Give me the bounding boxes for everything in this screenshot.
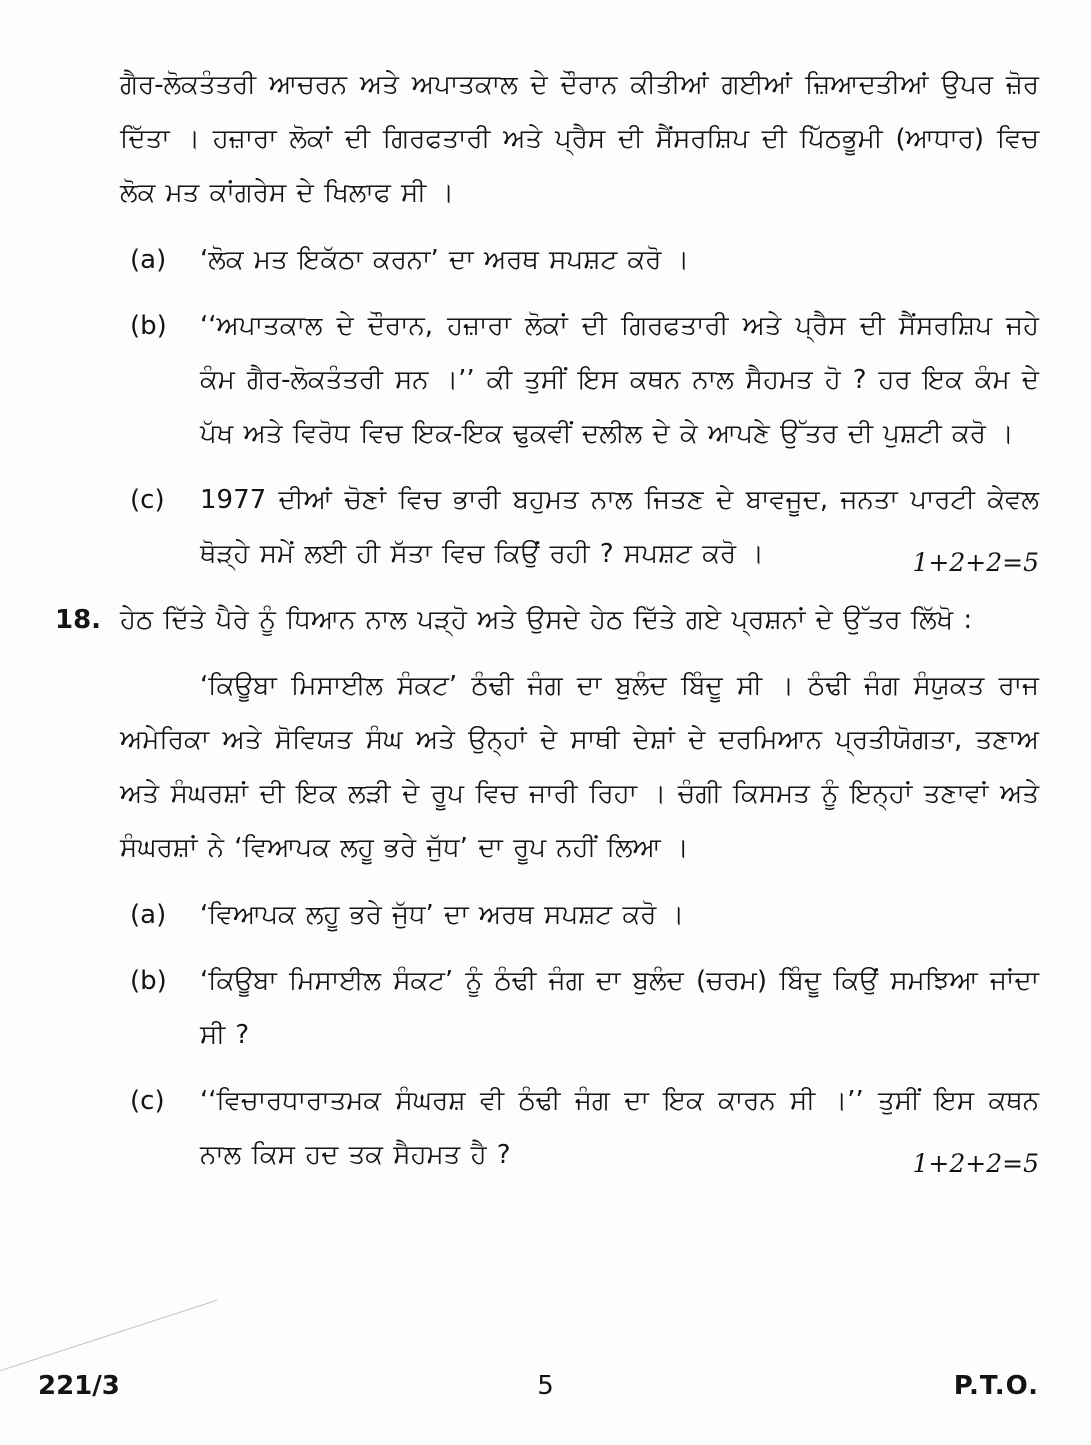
part-label-c: (c) xyxy=(130,1086,165,1116)
part-text-a: ‘ਵਿਆਪਕ ਲਹੂ ਭਰੇ ਜੁੱਧ’ ਦਾ ਅਰਥ ਸਪਸ਼ਟ ਕਰੋ । xyxy=(200,900,685,930)
q18-part-c xyxy=(130,1074,1039,1182)
part-label-b: (b) xyxy=(130,966,167,996)
pto-label: P.T.O. xyxy=(953,1371,1039,1401)
part-text-c: ‘‘ਵਿਚਾਰਧਾਰਾਤਮਕ ਸੰਘਰਸ਼ ਵੀ ਠੰਢੀ ਜੰਗ ਦਾ ਇਕ ਕਾਰਨ ਸੀ ।’’ ਤੁਸੀਂ ਇਸ ਕਥਨ ਨਾਲ ਕਿਸ ਹਦ ਤਕ ਸੈਹਮਤ ਹੈ ? xyxy=(200,1086,1039,1170)
page-number: 5 xyxy=(537,1371,554,1401)
page-footer xyxy=(0,1369,1091,1403)
part-label-b: (b) xyxy=(130,311,167,341)
question-18-intro: ਹੇਠ ਦਿੱਤੇ ਪੈਰੇ ਨੂੰ ਧਿਆਨ ਨਾਲ ਪੜ੍ਹੋ ਅਤੇ ਉਸਦੇ ਹੇਠ ਦਿੱਤੇ ਗਏ ਪ੍ਰਸ਼ਨਾਂ ਦੇ ਉੱਤਰ ਲਿੱਖੋ : xyxy=(120,605,973,635)
q18-part-a xyxy=(130,888,1039,942)
part-text-b: ‘ਕਿਊਬਾ ਮਿਸਾਈਲ ਸੰਕਟ’ ਨੂੰ ਠੰਢੀ ਜੰਗ ਦਾ ਬੁਲੰਦ (ਚਰਮ) ਬਿੰਦੂ ਕਿਉਂ ਸਮਝਿਆ ਜਾਂਦਾ ਸੀ ? xyxy=(200,966,1039,1050)
part-label-c: (c) xyxy=(130,485,165,515)
q18-part-b xyxy=(130,954,1039,1062)
q17-part-b xyxy=(130,299,1039,461)
q17-part-a xyxy=(130,233,1039,287)
part-text-a: ‘ਲੋਕ ਮਤ ਇਕੱਠਾ ਕਰਨਾ’ ਦਾ ਅਰਥ ਸਪਸ਼ਟ ਕਰੋ । xyxy=(200,245,690,275)
page-content xyxy=(55,58,1039,1194)
continuation-paragraph: ਗੈਰ-ਲੋਕਤੰਤਰੀ ਆਚਰਨ ਅਤੇ ਅਪਾਤਕਾਲ ਦੇ ਦੌਰਾਨ ਕੀਤੀਆਂ ਗਈਆਂ ਜ਼ਿਆਦਤੀਆਂ ਉਪਰ ਜ਼ੋਰ ਦਿੱਤਾ । ਹਜ਼ਾਰਾ ਲੋਕਾਂ ਦੀ ਗਿਰਫਤਾਰੀ ਅਤੇ ਪ੍ਰੈਸ ਦੀ ਸੈਂਸਰਸ਼ਿਪ ਦੀ ਪਿੱਠਭੂਮੀ (ਆਧਾਰ) ਵਿਚ ਲੋਕ ਮਤ ਕਾਂਗਰੇਸ ਦੇ ਖਿਲਾਫ ਸੀ । xyxy=(120,70,1039,208)
question-18-number: 18. xyxy=(55,605,102,635)
paper-code: 221/3 xyxy=(38,1371,120,1401)
part-text-c: 1977 ਦੀਆਂ ਚੋਣਾਂ ਵਿਚ ਭਾਰੀ ਬਹੁਮਤ ਨਾਲ ਜਿਤਣ ਦੇ ਬਾਵਜੂਦ, ਜਨਤਾ ਪਾਰਟੀ ਕੇਵਲ ਥੋੜ੍ਹੇ ਸਮੇਂ ਲਈ ਹੀ ਸੱਤਾ ਵਿਚ ਕਿਉਂ ਰਹੀ ? ਸਪਸ਼ਟ ਕਰੋ । xyxy=(200,485,1039,569)
q17-marks: 1+2+2=5 xyxy=(905,550,1039,575)
part-label-a: (a) xyxy=(130,900,167,930)
part-label-a: (a) xyxy=(130,245,167,275)
part-text-b: ‘‘ਅਪਾਤਕਾਲ ਦੇ ਦੌਰਾਨ, ਹਜ਼ਾਰਾ ਲੋਕਾਂ ਦੀ ਗਿਰਫਤਾਰੀ ਅਤੇ ਪ੍ਰੈਸ ਦੀ ਸੈਂਸਰਸ਼ਿਪ ਜਹੇ ਕੰਮ ਗੈਰ-ਲੋਕਤੰਤਰੀ ਸਨ ।’’ ਕੀ ਤੁਸੀਂ ਇਸ ਕਥਨ ਨਾਲ ਸੈਹਮਤ ਹੋ ? ਹਰ ਇਕ ਕੰਮ ਦੇ ਪੱਖ ਅਤੇ ਵਿਰੋਧ ਵਿਚ ਇਕ-ਇਕ ਢੁਕਵੀਂ ਦਲੀਲ ਦੇ ਕੇ ਆਪਣੇ ਉੱਤਰ ਦੀ ਪੁਸ਼ਟੀ ਕਰੋ । xyxy=(200,311,1039,449)
question-18-passage: ‘ਕਿਊਬਾ ਮਿਸਾਈਲ ਸੰਕਟ’ ਠੰਢੀ ਜੰਗ ਦਾ ਬੁਲੰਦ ਬਿੰਦੂ ਸੀ । ਠੰਢੀ ਜੰਗ ਸੰਯੁਕਤ ਰਾਜ ਅਮੇਰਿਕਾ ਅਤੇ ਸੋਵਿਯਤ ਸੰਘ ਅਤੇ ਉਨ੍ਹਾਂ ਦੇ ਸਾਥੀ ਦੇਸ਼ਾਂ ਦੇ ਦਰਮਿਆਨ ਪ੍ਰਤੀਯੋਗਤਾ, ਤਣਾਅ ਅਤੇ ਸੰਘਰਸ਼ਾਂ ਦੀ ਇਕ ਲੜੀ ਦੇ ਰੂਪ ਵਿਚ ਜਾਰੀ ਰਿਹਾ । ਚੰਗੀ ਕਿਸਮਤ ਨੂੰ ਇਨ੍ਹਾਂ ਤਣਾਵਾਂ ਅਤੇ ਸੰਘਰਸ਼ਾਂ ਨੇ ‘ਵਿਆਪਕ ਲਹੂ ਭਰੇ ਜੁੱਧ’ ਦਾ ਰੂਪ ਨਹੀਂ ਲਿਆ । xyxy=(120,671,1039,863)
question-18 xyxy=(55,593,1039,647)
q17-part-c xyxy=(130,473,1039,581)
q18-marks: 1+2+2=5 xyxy=(905,1151,1039,1176)
